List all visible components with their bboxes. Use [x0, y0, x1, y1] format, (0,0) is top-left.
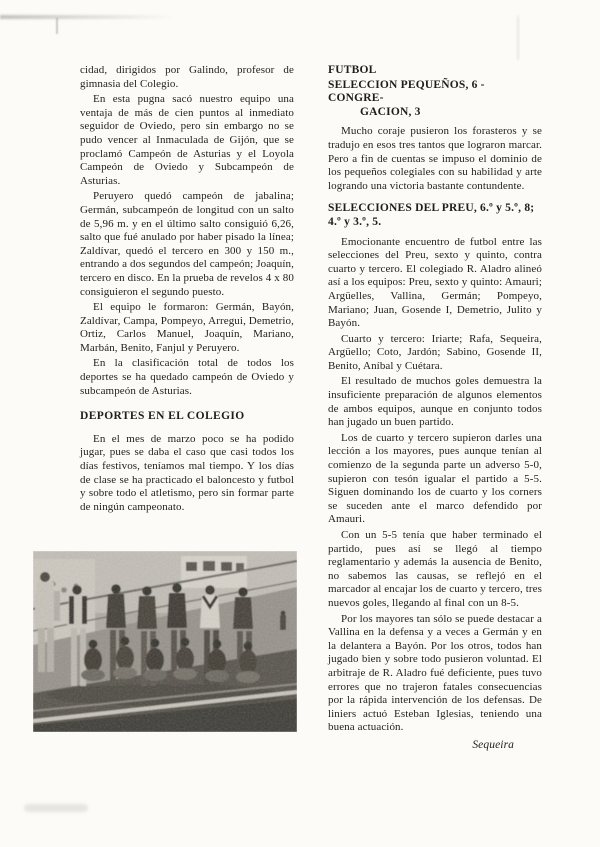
heading-line-2: GACION, 3: [360, 105, 421, 118]
section-heading-deportes: DEPORTES EN EL COLEGIO: [80, 410, 245, 423]
scan-tick-top-left: [56, 18, 58, 34]
scan-streak-right: [517, 16, 519, 60]
paragraph: En la clasificación total de todos los deportes se ha quedado campeón de Oviedo y subcampeón de Asturias.: [80, 357, 294, 397]
left-column: [80, 64, 294, 516]
paragraph: Por los mayores tan sólo se puede destacar a Vallina en la defensa y a veces a Germán y en la delantera a Bayón. Por los otros, todos han jugado bien y sobre todo pusieron voluntad. El arbitraje de R. Aladro fué deficiente, pues tuvo errores que no trajeron fatales consecuencias por la rápida intervención de los defensas. De liniers actuó Esteban Iglesias, teniendo una buena actuación.: [328, 612, 542, 734]
scan-smudge-bottom-left: [24, 804, 88, 812]
paragraph: Emocionante encuentro de futbol entre las selecciones del Preu, sexto y quinto, contra cuarto y tercero. El colegiado R. Aladro alineó así a los equipos: Preu, sexto y quinto: Amauri; Argüelles, Vallina, Germán; Pompeyo, Mariano; Juan, Gosende I, Demetrio, Julito y Bayón.: [328, 235, 542, 330]
paragraph: Mucho coraje pusieron los forasteros y se tradujo en esos tres tantos que lograron marcar. Pero a fin de cuentas se impuso el dominio de los pequeños colegiales con su habilidad y arte logrando una victoria bastante contundente.: [328, 125, 542, 192]
match2-heading: [328, 202, 542, 229]
paragraph: Los de cuarto y tercero supieron darles una lección a los mayores, pues aunque tenían al comienzo de la segunda parte un adverso 5-0, supieron con tesón igualar el partido a 5-5. Siguen dominando los de cuarto y los corners se suceden ante el marco defendido por Amauri.: [328, 431, 542, 526]
paragraph: El resultado de muchos goles demuestra la insuficiente preparación de algunos elementos de ambos equipos, aunque en conjunto todos han jugado un buen partido.: [328, 375, 542, 429]
paragraph: En esta pugna sacó nuestro equipo una ventaja de más de cien puntos al inmediato seguidor de Oviedo, pero sin embargo no se pudo vencer al Inmaculada de Gijón, que se proclamó Campeón de Asturias y el Loyola Campeón de Oviedo y Subcampeón de Asturias.: [80, 93, 294, 187]
scan-edge-artifact-top: [0, 0, 600, 4]
author-signature: Sequeira: [472, 738, 514, 751]
right-column: [328, 64, 542, 755]
paragraph: Peruyero quedó campeón de jabalina; Germán, subcampeón de longitud con un salto de 5,96 m. y en el último salto consiguió 6,26, salto que fué anulado por haber pisado la línea; Zaldívar, quedó el tercero en 300 y 150 m., entrando a dos segundos del campeón; Joaquín, tercero en disco. En la prueba de revelos 4 x 80 consiguieron el segundo puesto.: [80, 190, 294, 298]
paragraph: Cuarto y tercero: Iriarte; Rafa, Sequeira, Argüello; Coto, Jardón; Sabino, Gosende II, Benito, Aníbal y Cuétara.: [328, 332, 542, 372]
match1-heading: [328, 79, 542, 120]
heading-line-1: SELECCIONES DEL PREU, 6.º y 5.º, 8;: [328, 202, 535, 215]
paragraph: El equipo le formaron: Germán, Bayón, Zaldívar, Campa, Pompeyo, Arregui, Demetrio, Ortiz, Carlos Manuel, Joaquín, Mariano, Marbán, Benito, Fanjul y Peruyero.: [80, 301, 294, 354]
paragraph: Con un 5-5 tenía que haber terminado el partido, pues así se llegó al tiempo reglamentario y además la ausencia de Benito, no sabemos las causas, se reflejó en el marcador al encajar los de cuarto y tercero, tres nuevos goles, llegando al final con un 8-5.: [328, 529, 542, 609]
heading-line-1: SELECCION PEQUEÑOS, 6 - CONGRE-: [328, 78, 485, 105]
team-photograph: [33, 551, 297, 732]
scan-smudge-top-left: [0, 15, 175, 19]
heading-line-2: 4.º y 3.º, 5.: [328, 215, 382, 228]
futbol-heading: FUTBOL: [328, 64, 377, 76]
paragraph-continuation: cidad, dirigidos por Galindo, profesor de gimnasia del Colegio.: [80, 64, 294, 90]
paragraph: En el mes de marzo poco se ha podido jugar, pues se daba el caso que casi todos los días festivos, teníamos mal tiempo. Y los días de clase se ha practicado el baloncesto y futbol y sobre todo el atletismo, pero sin formar parte de ningún campeonato.: [80, 432, 294, 513]
team-photo-illustration: [33, 551, 297, 732]
